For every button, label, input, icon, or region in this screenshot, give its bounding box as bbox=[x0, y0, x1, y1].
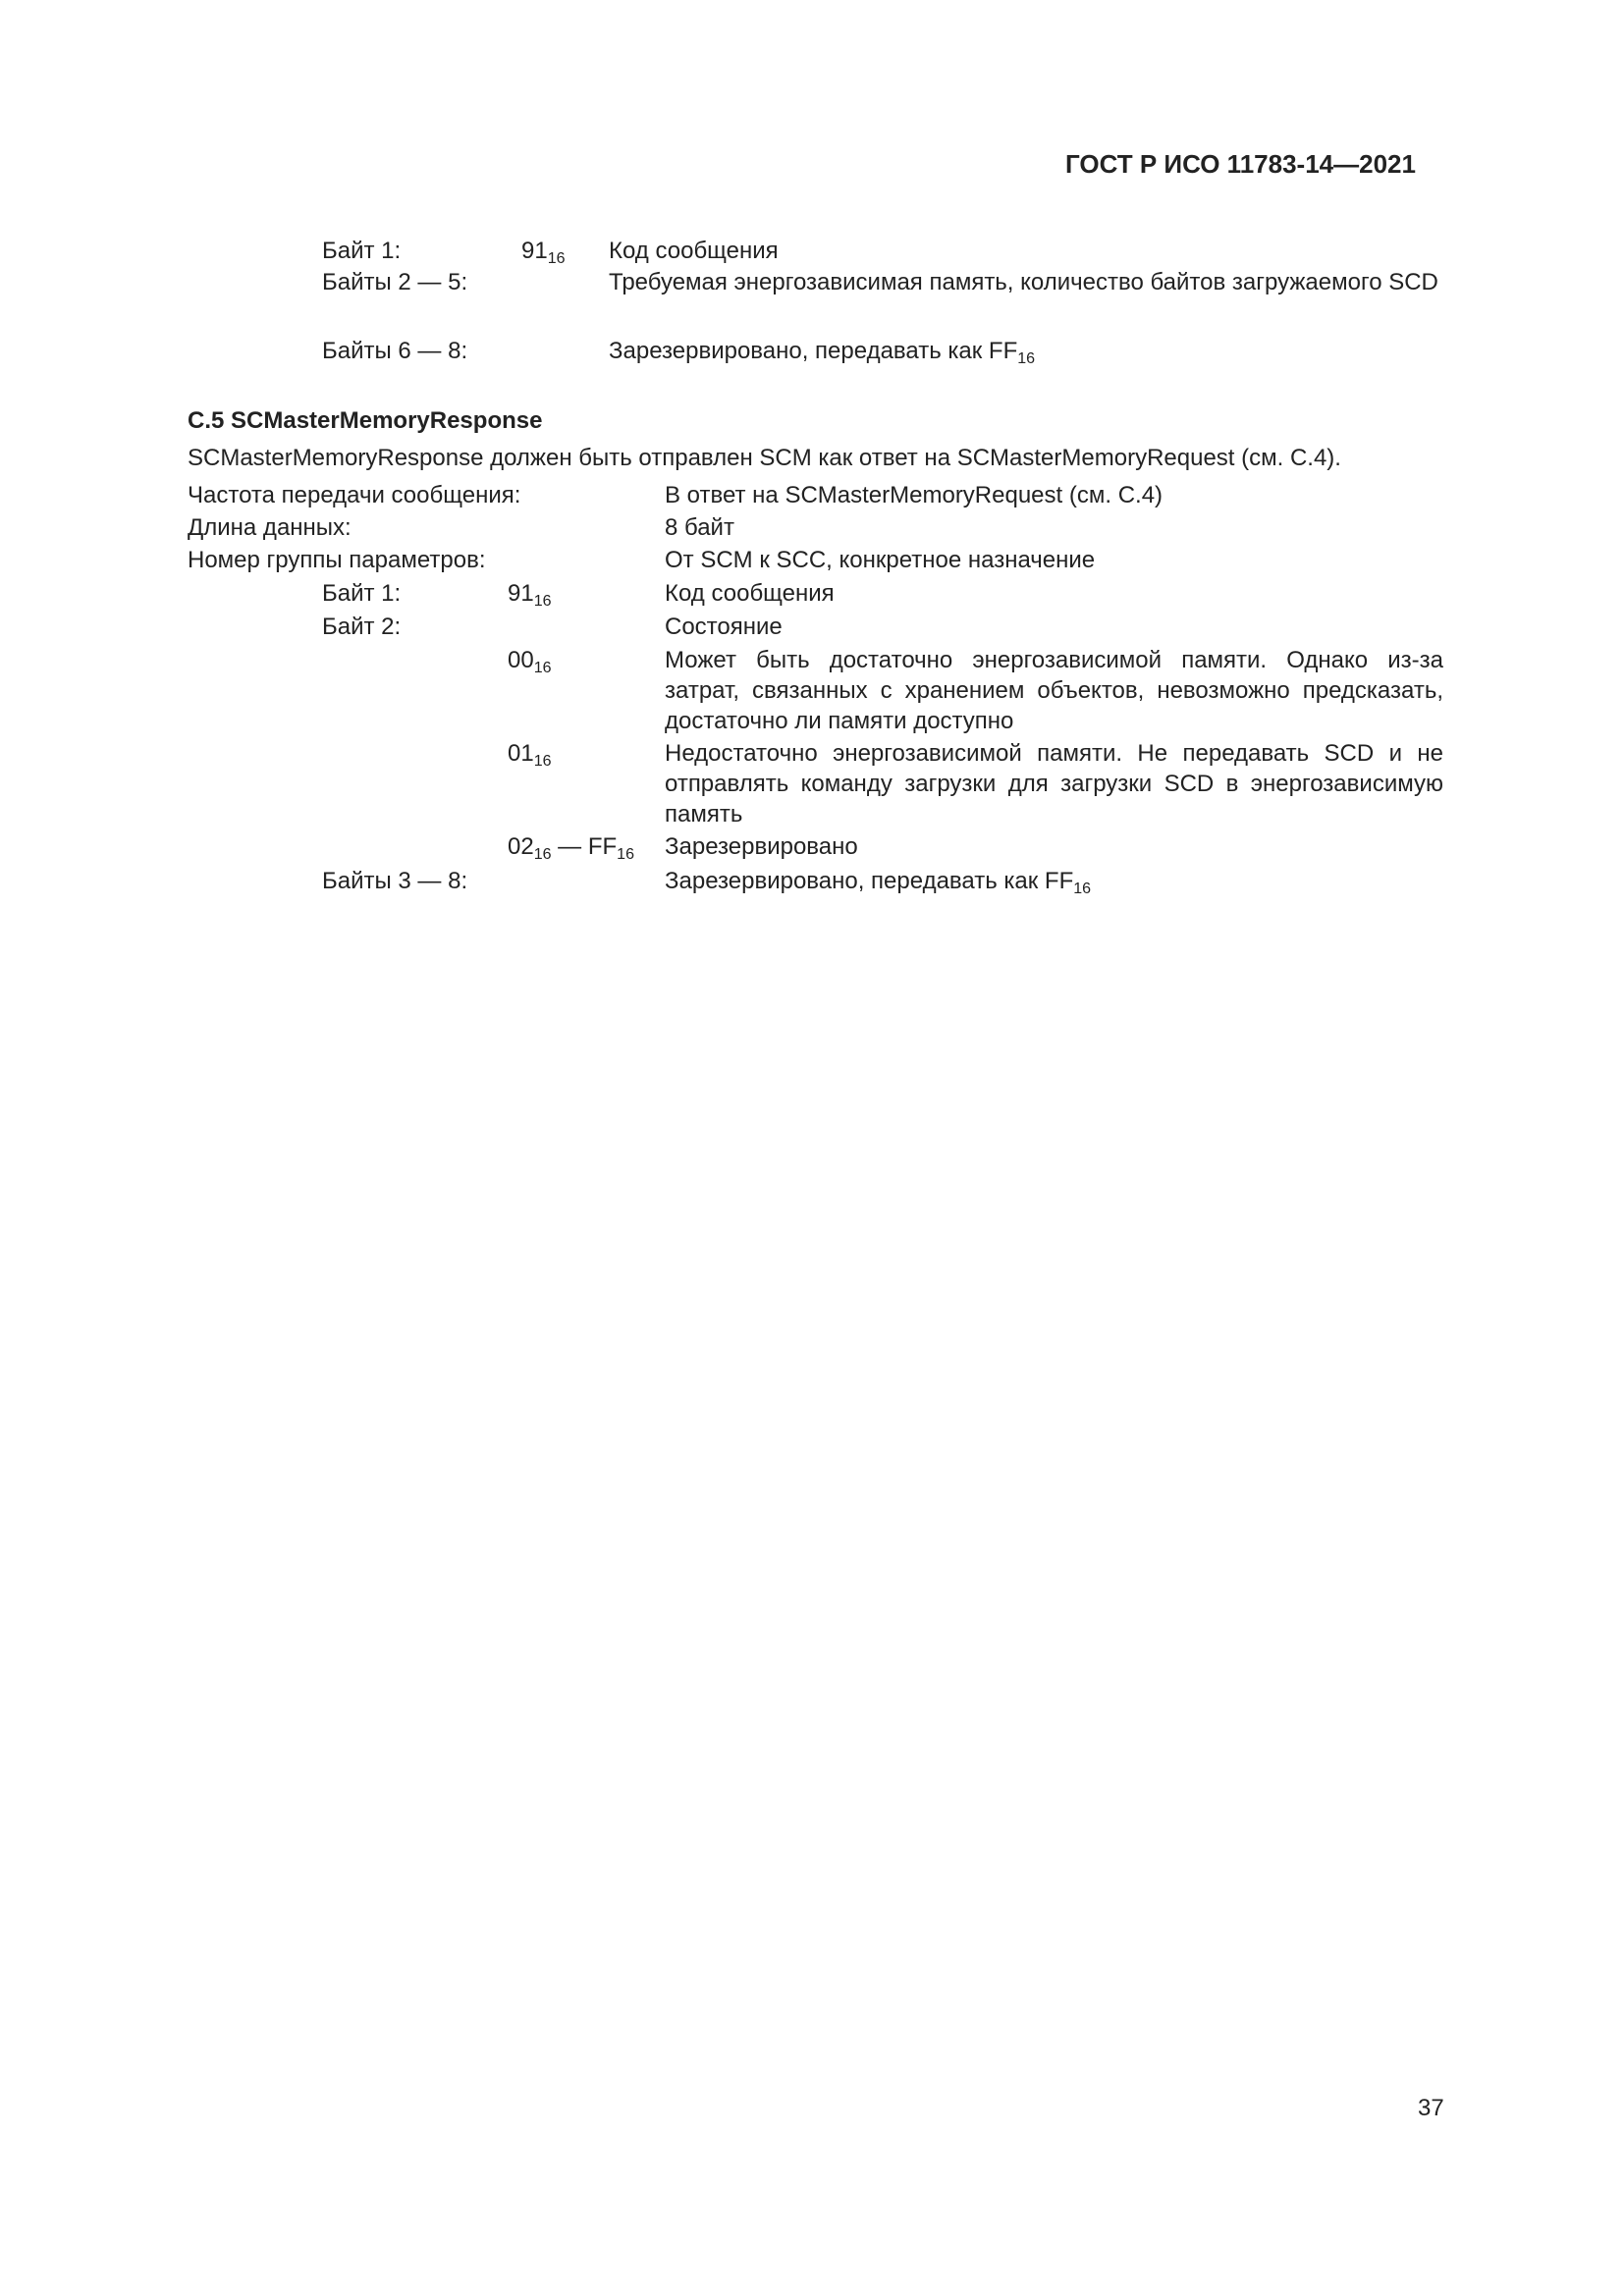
section-title: С.5 SCMasterMemoryResponse bbox=[188, 407, 543, 434]
byte-label: Байты 3 — 8: bbox=[322, 868, 468, 894]
param-value: В ответ на SCMasterMemoryRequest (см. С.4) bbox=[665, 482, 1164, 508]
document-id: ГОСТ Р ИСО 11783-14—2021 bbox=[1065, 149, 1416, 179]
byte-desc: Состояние bbox=[665, 614, 783, 640]
row-desc: Зарезервировано, передавать как $FF_{16}$ bbox=[609, 338, 1036, 367]
row-label: Байты 2 — 5: bbox=[322, 269, 468, 295]
byte-label: Байт 2: bbox=[322, 614, 402, 640]
status-code: $00_{16}$ bbox=[508, 647, 552, 676]
param-label: Номер группы параметров: bbox=[188, 547, 486, 573]
param-label: Частота передачи сообщения: bbox=[188, 482, 521, 508]
byte-code: $91_{16}$ bbox=[508, 580, 552, 610]
page-number: 37 bbox=[1418, 2095, 1444, 2121]
status-desc: Недостаточно энергозависимой памяти. Не передавать SCD и не отправлять команду загрузки для загрузки SCD в энергозависимую память bbox=[665, 740, 1443, 828]
param-value: От SCM к SCC, конкретное назначение bbox=[665, 547, 1096, 573]
byte-label: Байт 1: bbox=[322, 580, 402, 607]
status-code: $01_{16}$ bbox=[508, 740, 552, 770]
row-label: Байты 6 — 8: bbox=[322, 338, 468, 364]
row-desc: Требуемая энергозависимая память, количество байтов загружаемого SCD bbox=[609, 269, 1438, 295]
row-desc: Код сообщения bbox=[609, 238, 779, 264]
byte-desc: Код сообщения bbox=[665, 580, 835, 607]
row-label: Байт 1: bbox=[322, 238, 402, 264]
param-label: Длина данных: bbox=[188, 514, 352, 541]
status-desc: Зарезервировано bbox=[665, 833, 858, 860]
status-desc: Может быть достаточно энергозависимой памяти. Однако из-за затрат, связанных с хранением объектов, невозможно предсказать, достаточно ли памяти доступно bbox=[665, 647, 1443, 734]
row-code: $91_{16}$ bbox=[521, 238, 566, 267]
byte-desc: Зарезервировано, передавать как $FF_{16}$ bbox=[665, 868, 1092, 897]
param-value: 8 байт bbox=[665, 514, 734, 541]
section-intro: SCMasterMemoryResponse должен быть отправлен SCM как ответ на SCMasterMemoryRequest (см. С.4). bbox=[188, 445, 1341, 471]
status-code-range: $02_{16}$ — $FF_{16}$ bbox=[508, 833, 634, 863]
